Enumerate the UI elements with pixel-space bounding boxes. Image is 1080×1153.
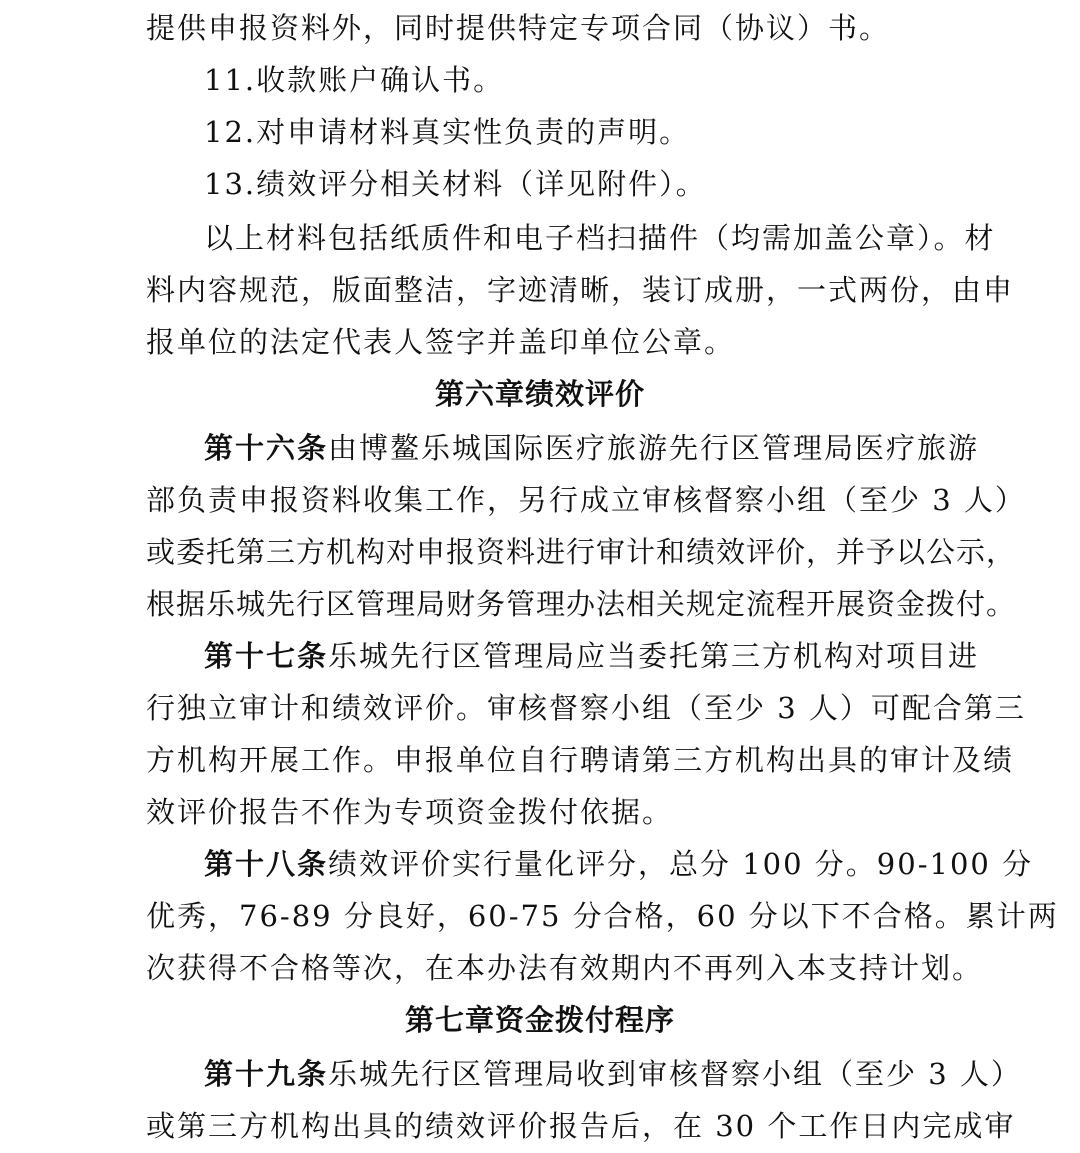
body-text-line: 报单位的法定代表人签字并盖印单位公章。 (146, 325, 736, 359)
body-text-line: 行独立审计和绩效评价。审核督察小组（至少 3 人）可配合第三 (146, 691, 1026, 725)
article-16-first-line (204, 428, 980, 468)
article-18-first-line (204, 844, 1034, 884)
list-item-13: 13.绩效评分相关材料（详见附件）。 (204, 167, 707, 201)
body-text-line: 或委托第三方机构对申报资料进行审计和绩效评价，并予以公示， (146, 535, 1017, 569)
body-text-line: 或第三方机构出具的绩效评价报告后，在 30 个工作日内完成审 (146, 1109, 1016, 1143)
article-text: 乐城先行区管理局应当委托第三方机构对项目进 (328, 639, 980, 673)
list-item-11: 11.收款账户确认书。 (204, 63, 505, 97)
body-text-line: 效评价报告不作为专项资金拨付依据。 (146, 795, 674, 829)
article-17-first-line (204, 636, 980, 676)
chapter-heading-6: 第六章绩效评价 (434, 377, 645, 411)
body-text-line: 优秀，76-89 分良好，60-75 分合格，60 分以下不合格。累计两 (146, 899, 1059, 933)
body-text-line: 提供申报资料外，同时提供特定专项合同（协议）书。 (146, 11, 891, 45)
article-label: 第十七条 (204, 639, 329, 673)
article-text: 乐城先行区管理局收到审核督察小组（至少 3 人） (328, 1057, 1022, 1091)
chapter-heading-7: 第七章资金拨付程序 (404, 1003, 675, 1037)
body-text-line: 根据乐城先行区管理局财务管理办法相关规定流程开展资金拨付。 (146, 587, 1017, 621)
article-text: 绩效评价实行量化评分，总分 100 分。90-100 分 (328, 847, 1034, 881)
body-text-line: 料内容规范，版面整洁，字迹清晰，装订成册，一式两份，由申 (146, 273, 1015, 307)
article-label: 第十八条 (204, 847, 329, 881)
body-text-line: 部负责申报资料收集工作，另行成立审核督察小组（至少 3 人） (146, 483, 1026, 517)
body-text-line: 次获得不合格等次，在本办法有效期内不再列入本支持计划。 (146, 951, 984, 985)
body-text-line: 以上材料包括纸质件和电子档扫描件（均需加盖公章）。材 (204, 221, 996, 255)
article-label: 第十九条 (204, 1057, 329, 1091)
body-text-line: 方机构开展工作。申报单位自行聘请第三方机构出具的审计及绩 (146, 743, 1015, 777)
article-19-first-line (204, 1054, 1022, 1094)
list-item-12: 12.对申请材料真实性负责的声明。 (204, 115, 691, 149)
article-label: 第十六条 (204, 431, 329, 465)
article-text: 由博鳌乐城国际医疗旅游先行区管理局医疗旅游 (328, 431, 980, 465)
